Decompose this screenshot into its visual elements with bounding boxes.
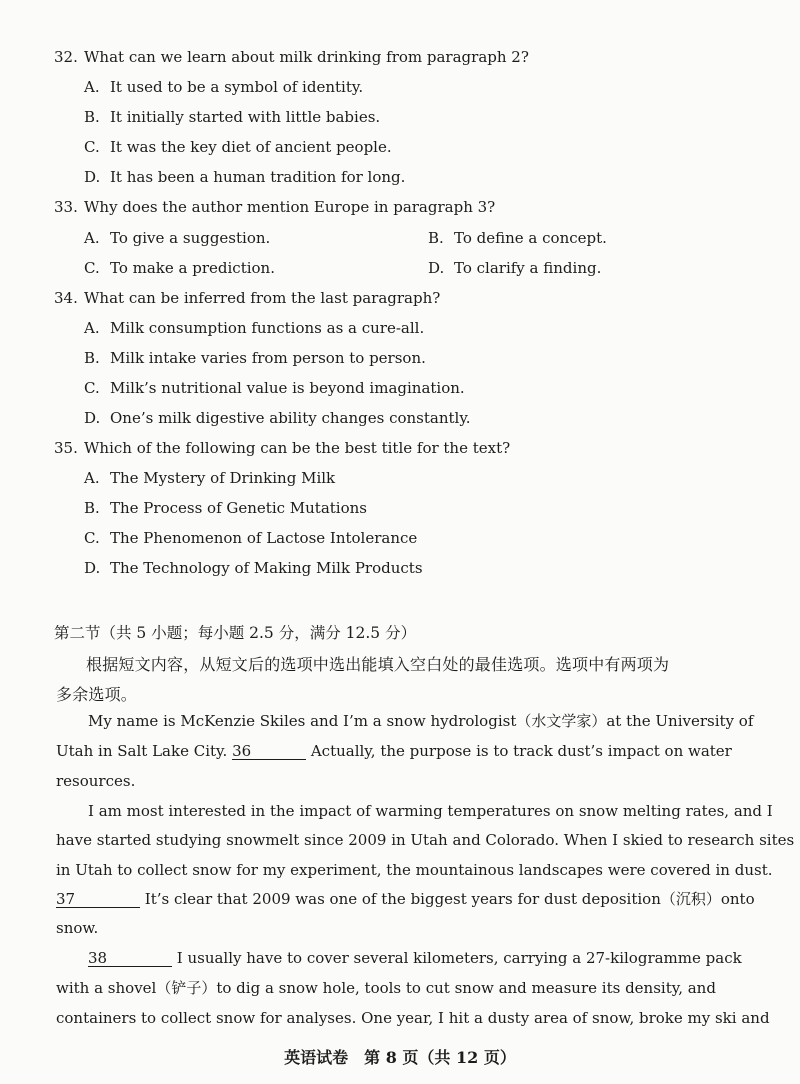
question-35-stem <box>54 439 510 457</box>
option-letter: B. <box>84 499 100 517</box>
blank-37: 37 <box>56 891 140 908</box>
option-letter: C. <box>84 138 100 156</box>
option-text: Milk intake varies from person to person. <box>110 349 426 367</box>
passage-line: snow. <box>56 919 99 937</box>
passage-line: My name is McKenzie Skiles and I’m a snow hydrologist（水文学家）at the University of <box>88 712 754 730</box>
passage-line: containers to collect snow for analyses. One year, I hit a dusty area of snow, broke my ski and <box>56 1009 770 1027</box>
option-text: To define a concept. <box>454 229 607 247</box>
option-35-a <box>84 469 335 487</box>
section-instruction-line2: 多余选项。 <box>56 685 138 704</box>
passage-text: Actually, the purpose is to track dust’s impact on water <box>310 742 732 760</box>
passage-line: have started studying snowmelt since 2009 in Utah and Colorado. When I skied to research sites <box>56 831 795 849</box>
option-32-c <box>84 138 392 156</box>
option-32-a <box>84 78 363 96</box>
page-footer: 英语试卷 第 8 页（共 12 页） <box>284 1048 516 1067</box>
option-letter: D. <box>84 168 101 186</box>
option-letter: C. <box>84 529 100 547</box>
passage-line: with a shovel（铲子）to dig a snow hole, tools to cut snow and measure its density, and <box>56 979 716 997</box>
option-letter: A. <box>84 469 100 487</box>
passage-text: I usually have to cover several kilometers, carrying a 27-kilogramme pack <box>176 949 742 967</box>
passage-text: Utah in Salt Lake City. <box>56 742 228 760</box>
passage-line-with-blank-36 <box>56 742 732 760</box>
option-33-c <box>84 259 275 277</box>
question-number: 35. <box>54 439 78 457</box>
option-letter: C. <box>84 379 100 397</box>
option-letter: A. <box>84 319 100 337</box>
option-34-b <box>84 349 426 367</box>
option-35-b <box>84 499 367 517</box>
option-letter: D. <box>84 409 101 427</box>
question-34-stem <box>54 289 440 307</box>
question-32-stem <box>54 48 529 66</box>
question-33-stem <box>54 198 495 216</box>
passage-line: in Utah to collect snow for my experiment, the mountainous landscapes were covered in dust. <box>56 861 773 879</box>
option-text: The Technology of Making Milk Products <box>110 559 423 577</box>
option-33-b <box>428 229 607 247</box>
option-32-b <box>84 108 380 126</box>
question-text: What can we learn about milk drinking from paragraph 2? <box>84 48 529 66</box>
option-text: The Process of Genetic Mutations <box>110 499 367 517</box>
option-33-a <box>84 229 270 247</box>
option-letter: A. <box>84 229 100 247</box>
section-title: 第二节（共 5 小题；每小题 2.5 分，满分 12.5 分） <box>54 624 417 642</box>
option-33-d <box>428 259 601 277</box>
option-text: To give a suggestion. <box>110 229 271 247</box>
option-letter: B. <box>84 108 100 126</box>
passage-line-with-blank-38 <box>88 949 742 967</box>
option-letter: B. <box>84 349 100 367</box>
question-number: 34. <box>54 289 78 307</box>
option-text: The Phenomenon of Lactose Intolerance <box>110 529 418 547</box>
question-number: 33. <box>54 198 78 216</box>
option-text: It was the key diet of ancient people. <box>110 138 392 156</box>
passage-line-with-blank-37 <box>56 890 755 908</box>
option-letter: C. <box>84 259 100 277</box>
option-letter: D. <box>428 259 445 277</box>
option-32-d <box>84 168 405 186</box>
option-34-c <box>84 379 465 397</box>
passage-text: It’s clear that 2009 was one of the biggest years for dust deposition（沉积）onto <box>144 890 755 908</box>
question-text: What can be inferred from the last paragraph? <box>84 289 441 307</box>
option-text: To clarify a finding. <box>454 259 602 277</box>
passage-line: resources. <box>56 772 136 790</box>
option-text: It initially started with little babies. <box>110 108 381 126</box>
option-35-c <box>84 529 417 547</box>
option-text: Milk’s nutritional value is beyond imagination. <box>110 379 465 397</box>
section-instruction-line1: 根据短文内容，从短文后的选项中选出能填入空白处的最佳选项。选项中有两项为 <box>86 655 670 674</box>
option-34-a <box>84 319 424 337</box>
blank-38: 38 <box>88 950 172 967</box>
blank-36: 36 <box>232 743 306 760</box>
option-text: Milk consumption functions as a cure-all. <box>110 319 425 337</box>
option-letter: A. <box>84 78 100 96</box>
option-text: One’s milk digestive ability changes constantly. <box>110 409 471 427</box>
option-35-d <box>84 559 423 577</box>
option-letter: B. <box>428 229 444 247</box>
question-text: Why does the author mention Europe in paragraph 3? <box>84 198 496 216</box>
option-letter: D. <box>84 559 101 577</box>
question-number: 32. <box>54 48 78 66</box>
option-text: It used to be a symbol of identity. <box>110 78 364 96</box>
option-text: The Mystery of Drinking Milk <box>110 469 336 487</box>
option-text: To make a prediction. <box>110 259 275 277</box>
passage-line: I am most interested in the impact of warming temperatures on snow melting rates, and I <box>88 802 773 820</box>
option-34-d <box>84 409 471 427</box>
option-text: It has been a human tradition for long. <box>110 168 406 186</box>
question-text: Which of the following can be the best title for the text? <box>84 439 511 457</box>
